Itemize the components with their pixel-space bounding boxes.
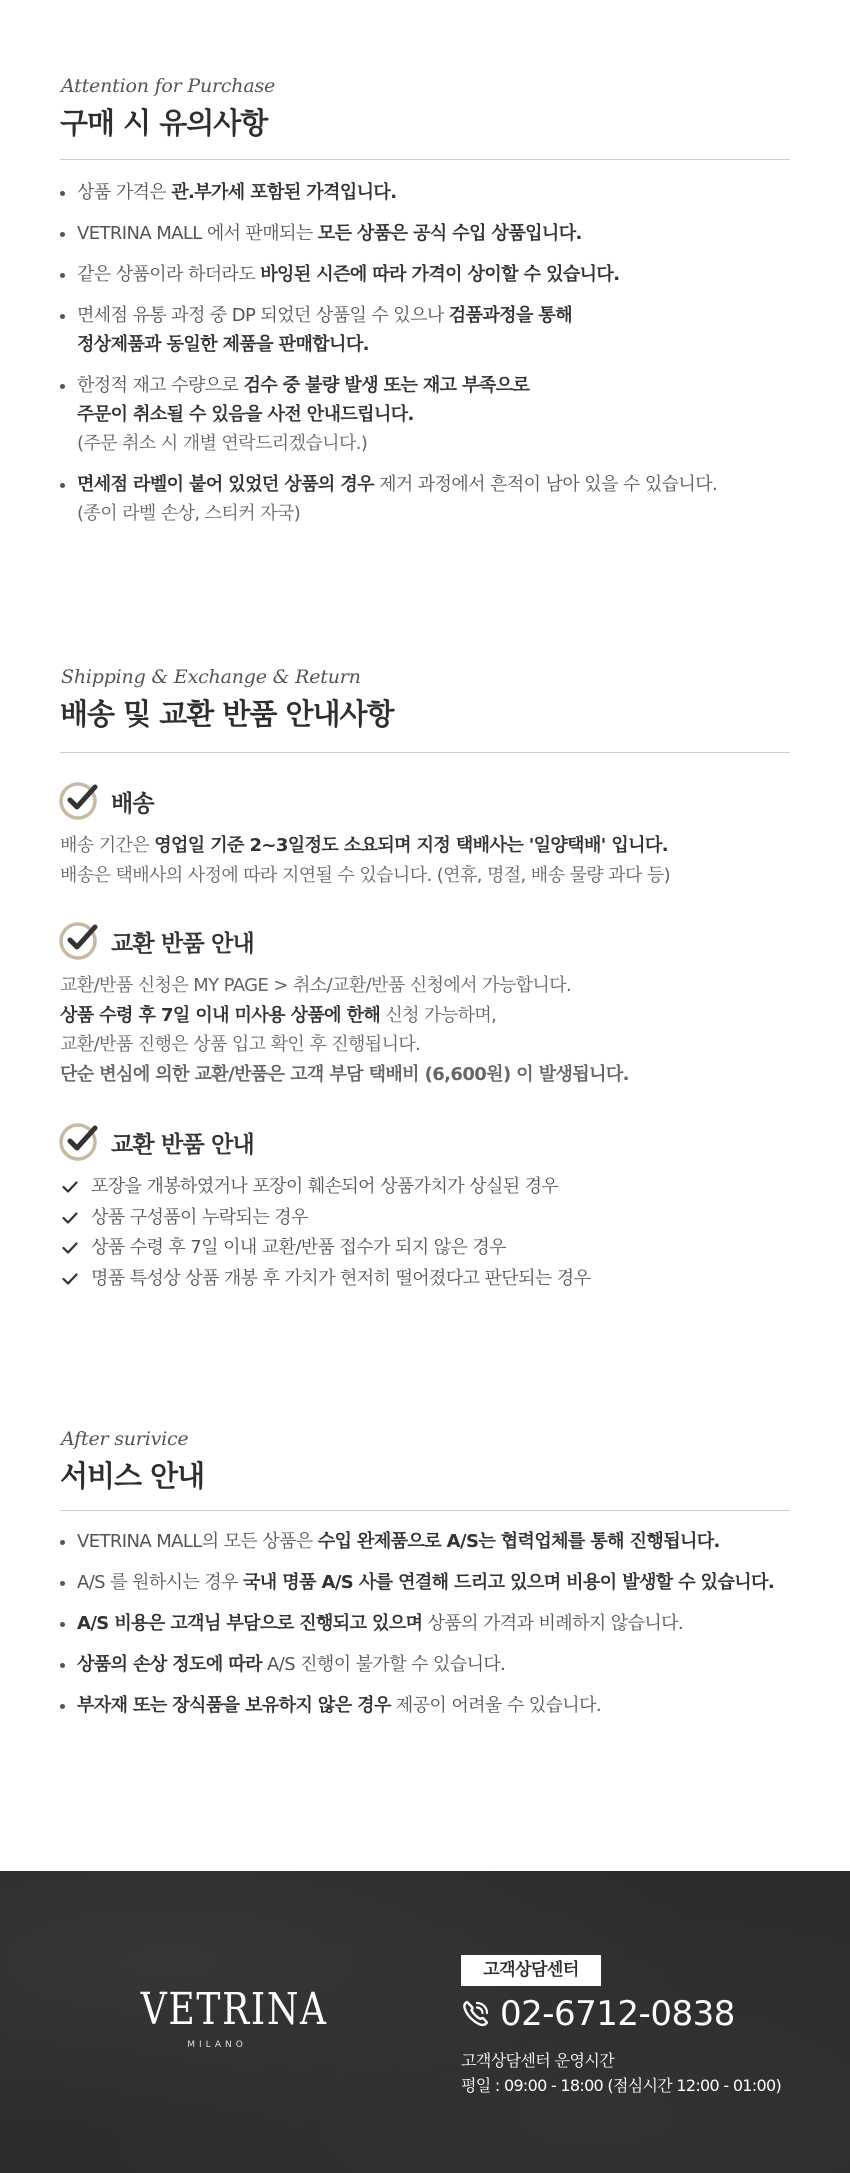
service-title: 서비스 안내 xyxy=(60,1459,205,1493)
check-icon xyxy=(62,1212,78,1224)
heading-label: 교환 반품 안내 xyxy=(111,1132,254,1158)
divider xyxy=(60,1510,790,1511)
para-text: 교환/반품 신청은 MY PAGE > 취소/교환/반품 신청에서 가능합니다. xyxy=(60,975,572,996)
para-emphasis: 상품 수령 후 7일 이내 미사용 상품에 한해 xyxy=(60,1004,381,1026)
business-hours: 평일 : 09:00 - 18:00 (점심시간 12:00 - 01:00) xyxy=(461,2076,781,2095)
list-item xyxy=(60,1172,590,1203)
item-emphasis: 상품의 손상 정도에 따라 xyxy=(77,1654,262,1675)
item-emphasis: 관.부가세 포함된 가격입니다. xyxy=(171,182,397,203)
item-emphasis: 모든 상품은 공식 수입 상품입니다. xyxy=(317,223,582,244)
item-emphasis: 부자재 또는 장식품을 보유하지 않은 경우 xyxy=(77,1695,391,1716)
item-emphasis: 면세점 라벨이 붙어 있었던 상품의 경우 xyxy=(77,474,374,495)
item-text: 포장을 개봉하였거나 포장이 훼손되어 상품가치가 상실된 경우 xyxy=(91,1176,559,1197)
list-item xyxy=(60,301,800,359)
item-text: A/S 를 원하시는 경우 xyxy=(77,1572,244,1593)
divider xyxy=(60,752,790,753)
list-item xyxy=(60,260,800,289)
item-emphasis: 검수 중 불량 발생 또는 재고 부족으로 xyxy=(243,375,530,396)
list-item xyxy=(60,1527,800,1556)
customer-center-badge: 고객상담센터 xyxy=(461,1955,601,1986)
list-item xyxy=(60,1609,800,1638)
para-text: 신청 가능하며, xyxy=(380,1004,497,1026)
check-circle-icon xyxy=(59,920,99,960)
item-text: 명품 특성상 상품 개봉 후 가치가 현저히 떨어졌다고 판단되는 경우 xyxy=(91,1267,591,1289)
hours-label: 고객상담센터 운영시간 xyxy=(461,2051,615,2070)
item-text: 상품 구성품이 누락되는 경우 xyxy=(91,1206,308,1228)
check-icon xyxy=(62,1181,78,1193)
shipping-title: 배송 및 교환 반품 안내사항 xyxy=(60,697,394,731)
item-note: (종이 라벨 손상, 스티커 자국) xyxy=(77,503,301,524)
list-item xyxy=(60,1568,800,1597)
heading-label: 교환 반품 안내 xyxy=(111,931,254,957)
para-text: 배송 기간은 xyxy=(60,835,155,856)
para-emphasis: 영업일 기준 2~3일정도 소요되며 지정 택배사는 '일양택배' 입니다. xyxy=(154,835,668,856)
item-text: 상품의 가격과 비례하지 않습니다. xyxy=(422,1613,684,1634)
para-emphasis: 단순 변심에 의한 교환/반품은 고객 부담 택배비 (6,600원) 이 발생됩니다. xyxy=(60,1063,629,1085)
logo-wordmark: VETRINA xyxy=(140,1984,328,2035)
footer xyxy=(0,1871,850,2173)
check-circle-icon xyxy=(59,1121,99,1161)
item-emphasis: 수입 완제품으로 A/S는 협력업체를 통해 진행됩니다. xyxy=(317,1531,720,1552)
item-text: 같은 상품이라 하더라도 xyxy=(77,264,261,285)
phone-icon xyxy=(461,1999,491,2029)
purchase-subtitle: Attention for Purchase xyxy=(61,75,276,97)
item-emphasis: 국내 명품 A/S 사를 연결해 드리고 있으며 비용이 발생할 수 있습니다. xyxy=(243,1572,775,1593)
check-icon xyxy=(62,1242,78,1254)
item-text: 한정적 재고 수량으로 xyxy=(77,375,244,396)
item-text: 상품 수령 후 7일 이내 교환/반품 접수가 되지 않은 경우 xyxy=(91,1237,506,1258)
item-text: VETRINA MALL 에서 판매되는 xyxy=(77,223,318,244)
check-icon xyxy=(62,1273,78,1285)
para-text: 교환/반품 진행은 상품 입고 확인 후 진행됩니다. xyxy=(60,1034,421,1055)
item-emphasis: 정상제품과 동일한 제품을 판매합니다. xyxy=(77,334,369,355)
para-text: 배송은 택배사의 사정에 따라 지연될 수 있습니다. (연휴, 명절, 배송 물량 과다 등) xyxy=(60,864,671,886)
exchange-text xyxy=(60,971,800,1089)
item-emphasis: A/S 비용은 고객님 부담으로 진행되고 있으며 xyxy=(77,1613,423,1634)
item-emphasis: 바잉된 시즌에 따라 가격이 상이할 수 있습니다. xyxy=(260,264,620,285)
restrictions-list xyxy=(60,1172,590,1294)
divider xyxy=(60,159,790,160)
brand-logo xyxy=(124,1984,328,2050)
item-text: 면세점 유통 과정 중 DP 되었던 상품일 수 있으나 xyxy=(77,305,449,326)
service-list xyxy=(60,1527,800,1720)
list-item xyxy=(60,219,800,248)
logo-subtitle: MILANO xyxy=(187,2040,247,2050)
list-item xyxy=(60,1264,590,1295)
item-text: A/S 진행이 불가할 수 있습니다. xyxy=(261,1654,506,1675)
list-item xyxy=(60,1650,800,1679)
shipping-subtitle: Shipping & Exchange & Return xyxy=(61,666,361,688)
item-emphasis: 주문이 취소될 수 있음을 사전 안내드립니다. xyxy=(77,404,414,425)
heading-label: 배송 xyxy=(111,791,154,817)
check-circle-icon xyxy=(59,780,99,820)
list-item xyxy=(60,1203,590,1234)
list-item xyxy=(60,1233,590,1264)
phone-number[interactable]: 02-6712-0838 xyxy=(500,1994,735,2034)
item-text: VETRINA MALL의 모든 상품은 xyxy=(77,1531,318,1552)
purchase-list xyxy=(60,178,800,528)
item-note: (주문 취소 시 개별 연락드리겠습니다.) xyxy=(77,433,368,454)
item-text: 상품 가격은 xyxy=(77,182,172,203)
list-item xyxy=(60,371,800,458)
service-subtitle: After surivice xyxy=(61,1428,189,1450)
delivery-text xyxy=(60,831,800,890)
item-text: 제공이 어려울 수 있습니다. xyxy=(390,1695,602,1716)
list-item xyxy=(60,470,800,528)
item-text: 제거 과정에서 흔적이 남아 있을 수 있습니다. xyxy=(373,474,718,495)
item-emphasis: 검품과정을 통해 xyxy=(448,305,572,326)
list-item xyxy=(60,1691,800,1720)
list-item xyxy=(60,178,800,207)
purchase-title: 구매 시 유의사항 xyxy=(60,106,268,140)
